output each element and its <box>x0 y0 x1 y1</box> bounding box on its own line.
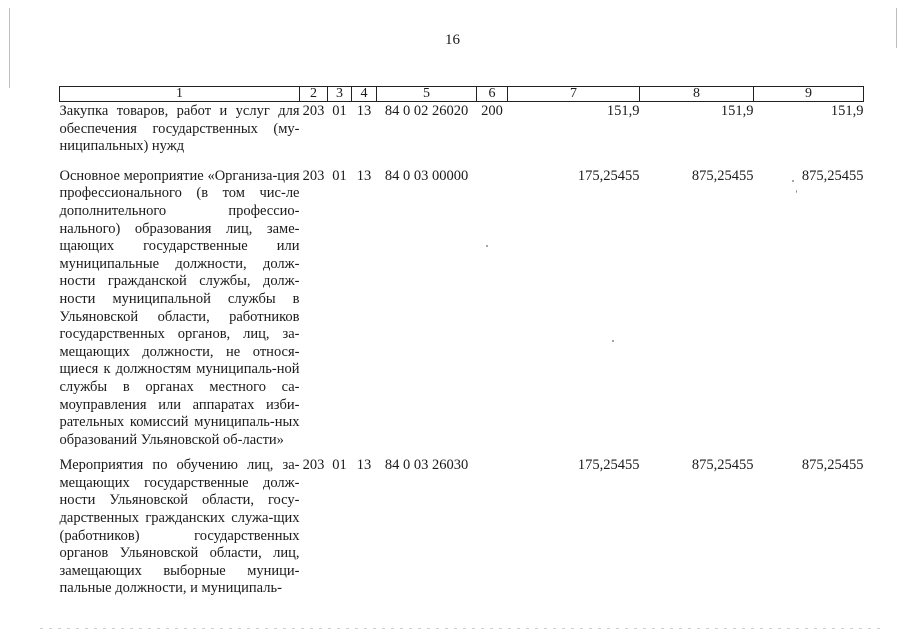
row-code-6: 200 <box>481 103 503 119</box>
row-value-8: 875,25455 <box>691 167 754 184</box>
row-value-8: 875,25455 <box>691 457 754 474</box>
row-code-5: 84 0 02 26020 <box>384 103 469 119</box>
row-name: Мероприятия по обучению лиц, за-мещающих государственные долж-ности Ульяновской области, госу-дарственных гражданских служа-щих (работников) государственных органов Ульяновской области, лиц, замещающих выборные муници-пальные должности, и муниципаль- <box>59 457 300 597</box>
row-code-6 <box>477 449 508 598</box>
row-code-5: 84 0 03 26030 <box>384 457 469 474</box>
table-row <box>60 156 864 450</box>
row-value-9: 151,9 <box>830 103 864 119</box>
col-header-4: 4 <box>352 87 377 102</box>
scan-speck <box>796 190 797 193</box>
col-header-8: 8 <box>640 87 754 102</box>
row-code-2: 203 <box>302 103 325 119</box>
col-header-3: 3 <box>328 87 352 102</box>
row-code-3: 01 <box>332 167 347 184</box>
row-value-7: 175,25455 <box>577 457 640 474</box>
row-code-2: 203 <box>302 457 325 474</box>
col-header-7: 7 <box>508 87 640 102</box>
row-code-3: 01 <box>332 103 347 119</box>
col-header-2: 2 <box>300 87 328 102</box>
row-name: Основное мероприятие «Организа-ция профессионального (в том чис-ле дополнительного профессио-нального) образования лиц, заме-щающих государственные или муниципальные должности, долж-ности гражданской службы, долж-ности муниципальной службы в Ульяновской области, работников государственных органов, лиц, за-мещающих должности, не относя-щиеся к должностям муниципаль-ной службы в органах местного са-моуправления или аппаратах изби-рательных комиссий муниципаль-ных образований Ульяновской об-ласти» <box>59 167 300 448</box>
page-number: 16 <box>445 32 460 48</box>
row-value-7: 175,25455 <box>577 167 640 184</box>
scan-artifact-line <box>40 628 885 629</box>
col-header-9: 9 <box>754 87 864 102</box>
row-code-4: 13 <box>356 103 372 119</box>
col-header-6: 6 <box>477 87 508 102</box>
row-value-7: 151,9 <box>606 103 640 119</box>
row-value-9: 875,25455 <box>801 457 864 474</box>
scan-speck <box>612 340 614 342</box>
budget-table <box>59 86 864 598</box>
row-code-2: 203 <box>302 167 325 184</box>
row-code-6 <box>477 156 508 450</box>
row-name: Закупка товаров, работ и услуг для обеспечения государственных (му-ниципальных) нужд <box>59 103 300 155</box>
scan-speck <box>486 245 488 247</box>
row-code-5: 84 0 03 00000 <box>384 167 469 184</box>
row-code-4: 13 <box>356 167 372 184</box>
scan-speck <box>792 180 794 182</box>
row-code-4: 13 <box>356 457 372 474</box>
row-code-3: 01 <box>332 457 347 474</box>
row-value-9: 875,25455 <box>801 167 864 184</box>
col-header-1: 1 <box>60 87 300 102</box>
col-header-5: 5 <box>377 87 477 102</box>
table-row <box>60 102 864 156</box>
table-header-row <box>60 87 864 102</box>
table-row <box>60 449 864 598</box>
row-value-8: 151,9 <box>720 103 754 119</box>
